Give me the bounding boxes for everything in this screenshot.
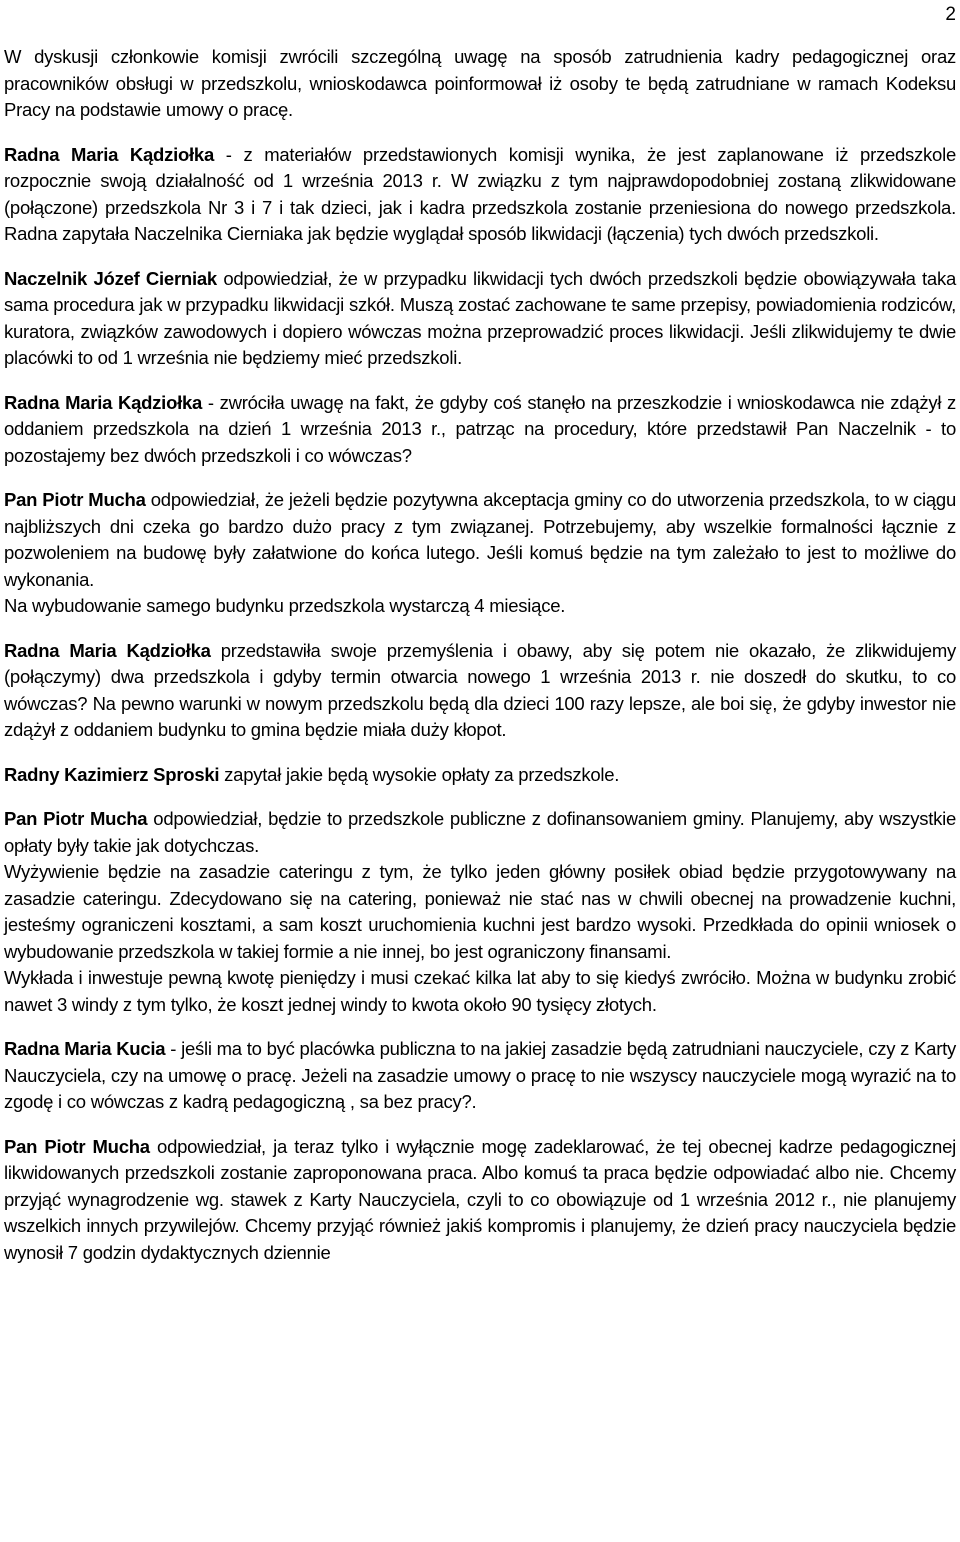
paragraph-mucha-2 [4, 806, 956, 859]
paragraph-kucia [4, 1036, 956, 1116]
paragraph-kadziolka-3 [4, 638, 956, 744]
paragraph-text: - zwróciła uwagę na fakt, że gdyby coś stanęło na przeszkodzie i wnioskodawca nie zdążył z oddaniem przedszkola na dzień 1 września 2013 r., patrząc na procedury, które przedstawił Pan Naczelnik - to pozostajemy bez dwóch przedszkoli i co wówczas? [4, 391, 956, 466]
paragraph-kadziolka-2 [4, 390, 956, 470]
paragraph-text: odpowiedział, że jeżeli będzie pozytywna akceptacja gminy co do utworzenia przedszkola, to w ciągu najbliższych dni czeka go bardzo dużo pracy z tym związanej. Potrzebujemy, aby wszelkie formalności łącznie z pozwoleniem na budowę były załatwione do końca lutego. Jeśli komuś będzie na tym zależało to jest to możliwe do wykonania. [4, 489, 956, 590]
speaker-name: Pan Piotr Mucha [4, 1135, 150, 1157]
paragraph-text: odpowiedział, ja teraz tylko i wyłącznie mogę zadeklarować, że tej obecnej kadrze pedagogicznej likwidowanych przedszkoli zostanie zaproponowana praca. Albo komuś ta praca będzie odpowiadać albo nie. Chcemy przyjąć wynagrodzenie wg. stawek z Karty Nauczyciela, czyli to co obowiązuje od 1 września 2012 r., nie planujemy wszelkich innych przywilejów. Chcemy przyjąć również jakiś kompromis i planujemy, że dzień pracy nauczyciela będzie wynosił 7 godzin dydaktycznych dziennie [4, 1135, 956, 1263]
speaker-name: Naczelnik Józef Cierniak [4, 267, 217, 289]
paragraph-catering [4, 859, 956, 965]
document-body [4, 44, 956, 1266]
speaker-name: Radna Maria Kucia [4, 1038, 166, 1059]
paragraph-mucha-1 [4, 487, 956, 593]
paragraph-text: przedstawiła swoje przemyślenia i obawy, aby się potem nie okazało, że zlikwidujemy (połączymy) dwa przedszkola i gdyby termin otwarcia nowego 1 września 2013 r. nie doszedł do skutku, to co wówczas? Na pewno warunki w nowym przedszkolu będą dla dzieci 100 razy lepsze, ale boi się, że gdyby inwestor nie zdążył z oddaniem budynku to gmina będzie miała duży kłopot. [4, 639, 956, 740]
speaker-name: Radna Maria Kądziołka [4, 391, 203, 413]
paragraph-text: zapytał jakie będą wysokie opłaty za przedszkole. [219, 763, 620, 785]
page-number: 2 [945, 4, 956, 25]
paragraph-text: Wykłada i inwestuje pewną kwotę pieniędzy i musi czekać kilka lat aby to się kiedyś zwróciło. Można w budynku zrobić nawet 3 windy z tym tylko, że koszt jednej windy to kwota około 90 tysięcy złotych. [4, 967, 956, 1015]
paragraph-sproski [4, 762, 956, 789]
paragraph-text: - jeśli ma to być placówka publiczna to na jakiej zasadzie będą zatrudniani nauczyciele, czy z Karty Nauczyciela, czy na umowę o pracę. Jeżeli na zasadzie umowy o pracę to nie wszyscy nauczyciele mogą wyrazić na to zgodę i co wówczas z kadrą pedagogiczną , sa bez pracy?. [4, 1038, 957, 1112]
paragraph-text: - z materiałów przedstawionych komisji wynika, że jest zaplanowane iż przedszkole rozpocznie swoją działalność od 1 września 2013 r. W związku z tym najprawdopodobniej zostaną zlikwidowane (połączone) przedszkola Nr 3 i 7 i tak dzieci, jak i kadra przedszkola zostanie przeniesiona do nowego przedszkola. Radna zapytała Naczelnika Cierniaka jak będzie wyglądał sposób likwidacji (łączenia) tych dwóch przedszkoli. [4, 143, 956, 244]
paragraph-building-time [4, 593, 956, 620]
paragraph-mucha-3 [4, 1134, 956, 1267]
paragraph-kadziolka-1 [4, 142, 956, 248]
speaker-name: Pan Piotr Mucha [4, 808, 148, 829]
speaker-name: Radna Maria Kądziołka [4, 639, 211, 661]
paragraph-text: Wyżywienie będzie na zasadzie cateringu z tym, że tylko jeden główny posiłek obiad będzie przygotowywany na zasadzie cateringu. Zdecydowano się na catering, ponieważ nie stać nas w chwili obecnej na prowadzenie kuchni, jesteśmy ograniczeni kosztami, a sam koszt uruchomienia kuchni jest bardzo wysoki. Przedkłada do opinii wniosek o wybudowanie przedszkola w takiej formie a nie innej, bo jest ograniczony finansami. [4, 861, 956, 962]
speaker-name: Radny Kazimierz Sproski [4, 763, 220, 785]
paragraph-discussion [4, 44, 956, 124]
paragraph-investment [4, 965, 956, 1018]
paragraph-text: Na wybudowanie samego budynku przedszkola wystarczą 4 miesiące. [4, 595, 566, 616]
speaker-name: Radna Maria Kądziołka [4, 143, 215, 165]
paragraph-cierniak [4, 266, 956, 372]
speaker-name: Pan Piotr Mucha [4, 489, 146, 510]
paragraph-text: odpowiedział, że w przypadku likwidacji tych dwóch przedszkoli będzie obowiązywała taka sama procedura jak w przypadku likwidacji szkół. Muszą zostać zachowane te same przepisy, powiadomienia rodziców, kuratora, związków zawodowych i dopiero wówczas można przeprowadzić proces likwidacji. Jeśli zlikwidujemy te dwie placówki to od 1 września nie będziemy mieć przedszkoli. [4, 267, 956, 368]
paragraph-text: W dyskusji członkowie komisji zwrócili szczególną uwagę na sposób zatrudnienia kadry pedagogicznej oraz pracowników obsługi w przedszkolu, wnioskodawca poinformował iż osoby te będą zatrudniane w ramach Kodeksu Pracy na podstawie umowy o pracę. [4, 46, 956, 120]
paragraph-text: odpowiedział, będzie to przedszkole publiczne z dofinansowaniem gminy. Planujemy, aby wszystkie opłaty były takie jak dotychczas. [4, 808, 956, 856]
